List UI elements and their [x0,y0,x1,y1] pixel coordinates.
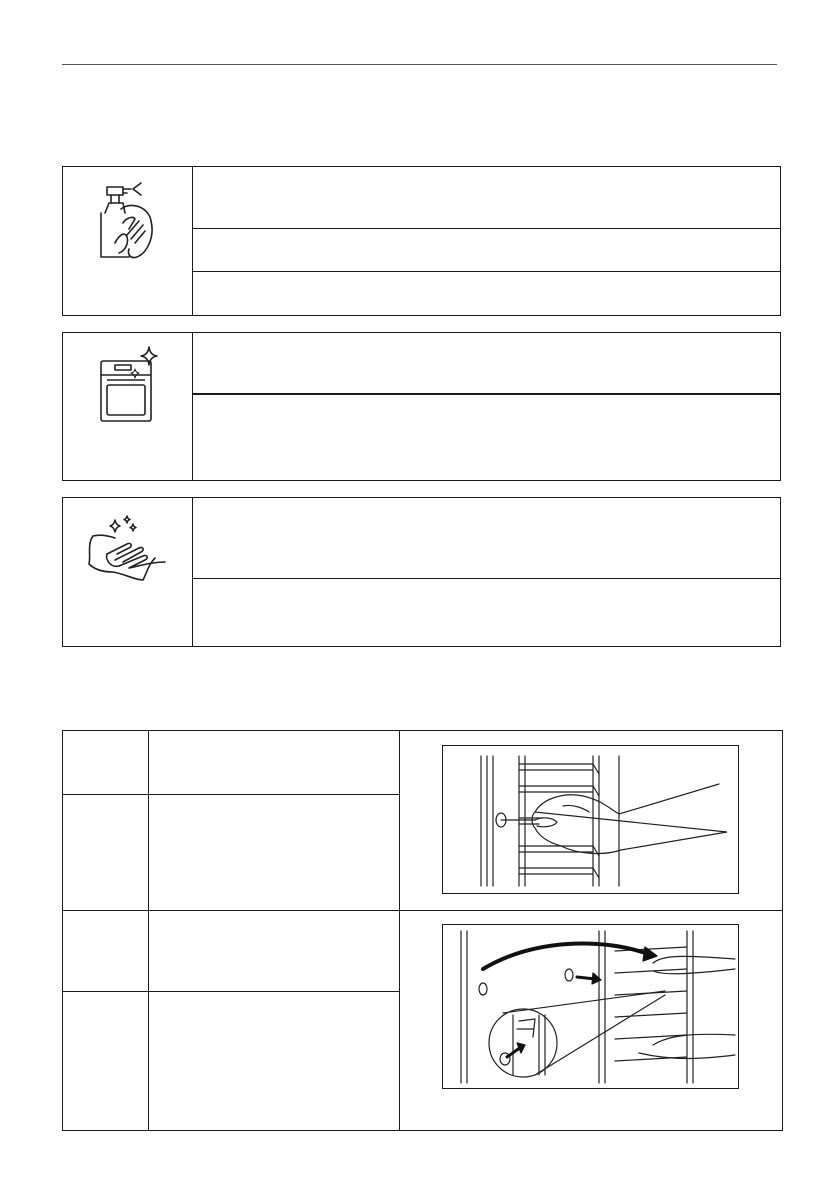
shelf-support-steps-table [62,730,783,1131]
cleaning-row-wipe [62,497,781,647]
cleaning-text-1 [193,167,780,229]
cleaning-text-4 [193,333,780,395]
icon-cell [63,333,193,480]
cleaning-text-5 [193,395,780,480]
step-text-2 [149,795,399,910]
hand-wipe-cloth-icon [85,514,169,584]
cleaning-text-2 [193,229,780,272]
cleaning-row-oven [62,332,781,481]
icon-cell [63,167,193,315]
spray-cloth-icon [97,179,157,261]
remove-shelf-support-illustration [442,924,739,1089]
step-text-3 [149,911,399,991]
cleaning-text-3 [193,272,780,315]
step-number-1 [63,731,148,794]
cleaning-text-6 [193,498,780,579]
step-text-1 [149,731,399,794]
column-divider [399,731,400,1130]
cleaning-row-spray [62,166,781,316]
cleaning-text-7 [193,579,780,646]
pull-shelf-support-illustration [442,745,739,894]
icon-cell [63,498,193,646]
sparkling-oven-icon [91,345,161,427]
step-number-2 [63,795,148,910]
step-number-4 [63,992,148,1130]
header-rule [62,64,777,65]
step-number-3 [63,911,148,991]
step-text-4 [149,992,399,1130]
